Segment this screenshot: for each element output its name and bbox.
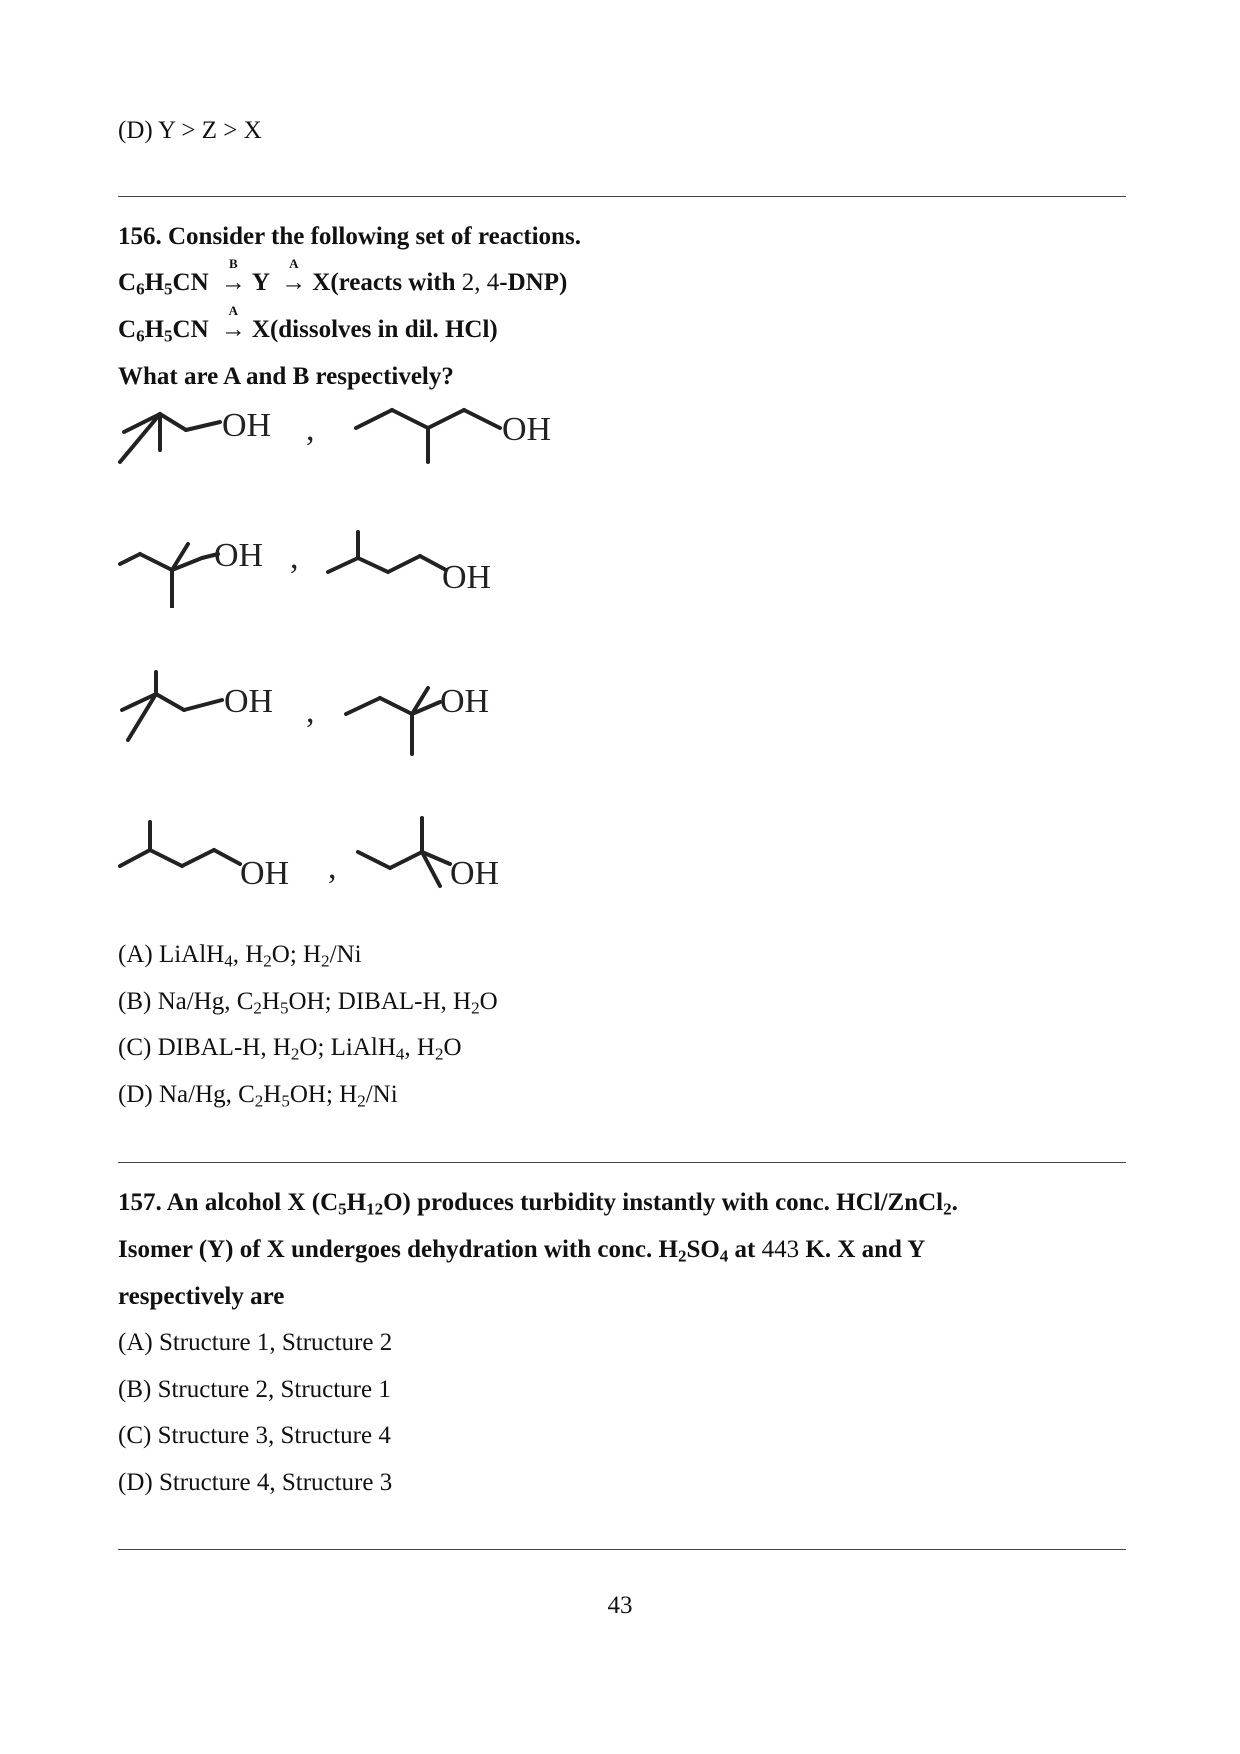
divider [118, 1549, 1126, 1550]
q156-reaction-2: $C_6H_5CN$ A → X(dissolves in dil. HCl) [118, 303, 498, 346]
q157-option-d: (D) Structure 4, Structure 3 [118, 1469, 393, 1496]
divider [118, 1162, 1126, 1163]
structure-pair-1 [110, 400, 580, 480]
q157-line-3: respectively are [118, 1283, 285, 1310]
reaction-arrow: A → [220, 303, 246, 343]
q157-line-2: Isomer (Y) of X undergoes dehydration with conc. $H_2SO_4$ at 443 K. X and Y [118, 1236, 926, 1266]
q156-option-a: (A) LiAlH$_4$, $H_2O$; $H_2/Ni$ [118, 941, 362, 971]
q156-option-b: (B) Na/Hg, $C_2H_5OH$; DIBAL-H, $H_2O$ [118, 988, 498, 1018]
divider [118, 196, 1126, 197]
oh-label: OH [224, 683, 274, 720]
q156-title: 156. Consider the following set of reactions. [118, 223, 581, 250]
oh-label: OH [222, 407, 272, 444]
oh-label: OH [440, 683, 490, 720]
reaction-arrow: A → [281, 256, 307, 296]
separator: , [306, 693, 315, 730]
oh-label: OH [240, 855, 290, 892]
separator: , [328, 849, 337, 886]
oh-label: OH [442, 559, 492, 596]
q156-option-d: (D) Na/Hg, $C_2H_5OH$; $H_2/Ni$ [118, 1081, 398, 1111]
prev-option-d: (D) Y > Z > X [118, 117, 262, 144]
skeletal-structure-image [110, 528, 580, 608]
oh-label: OH [214, 537, 264, 574]
oh-label: OH [502, 411, 552, 448]
q156-question: What are A and B respectively? [118, 363, 454, 390]
skeletal-structure-image [110, 666, 580, 756]
q157-option-b: (B) Structure 2, Structure 1 [118, 1376, 391, 1403]
oh-label: OH [450, 855, 500, 892]
q156-reaction-1: $C_6H_5CN$ B → Y A → X(reacts with 2, 4-DNP) [118, 256, 568, 299]
structure-pair-3 [110, 666, 580, 756]
structure-pair-4 [110, 812, 580, 902]
q157-option-a: (A) Structure 1, Structure 2 [118, 1329, 393, 1356]
separator: , [290, 539, 299, 576]
skeletal-structure-image [110, 400, 580, 480]
q156-option-c: (C) DIBAL-H, $H_2O$; LiAlH$_4$, $H_2O$ [118, 1034, 462, 1064]
q157-option-c: (C) Structure 3, Structure 4 [118, 1422, 391, 1449]
reaction-arrow: B → [220, 256, 246, 296]
skeletal-structure-image [110, 812, 580, 902]
structure-pair-2 [110, 528, 580, 608]
separator: , [306, 411, 315, 448]
page-number: 43 [607, 1592, 633, 1619]
q157-line-1: 157. An alcohol X $(C_5H_{12}O)$ produces turbidity instantly with conc. HCl/ZnCl$_2$. [118, 1189, 958, 1219]
